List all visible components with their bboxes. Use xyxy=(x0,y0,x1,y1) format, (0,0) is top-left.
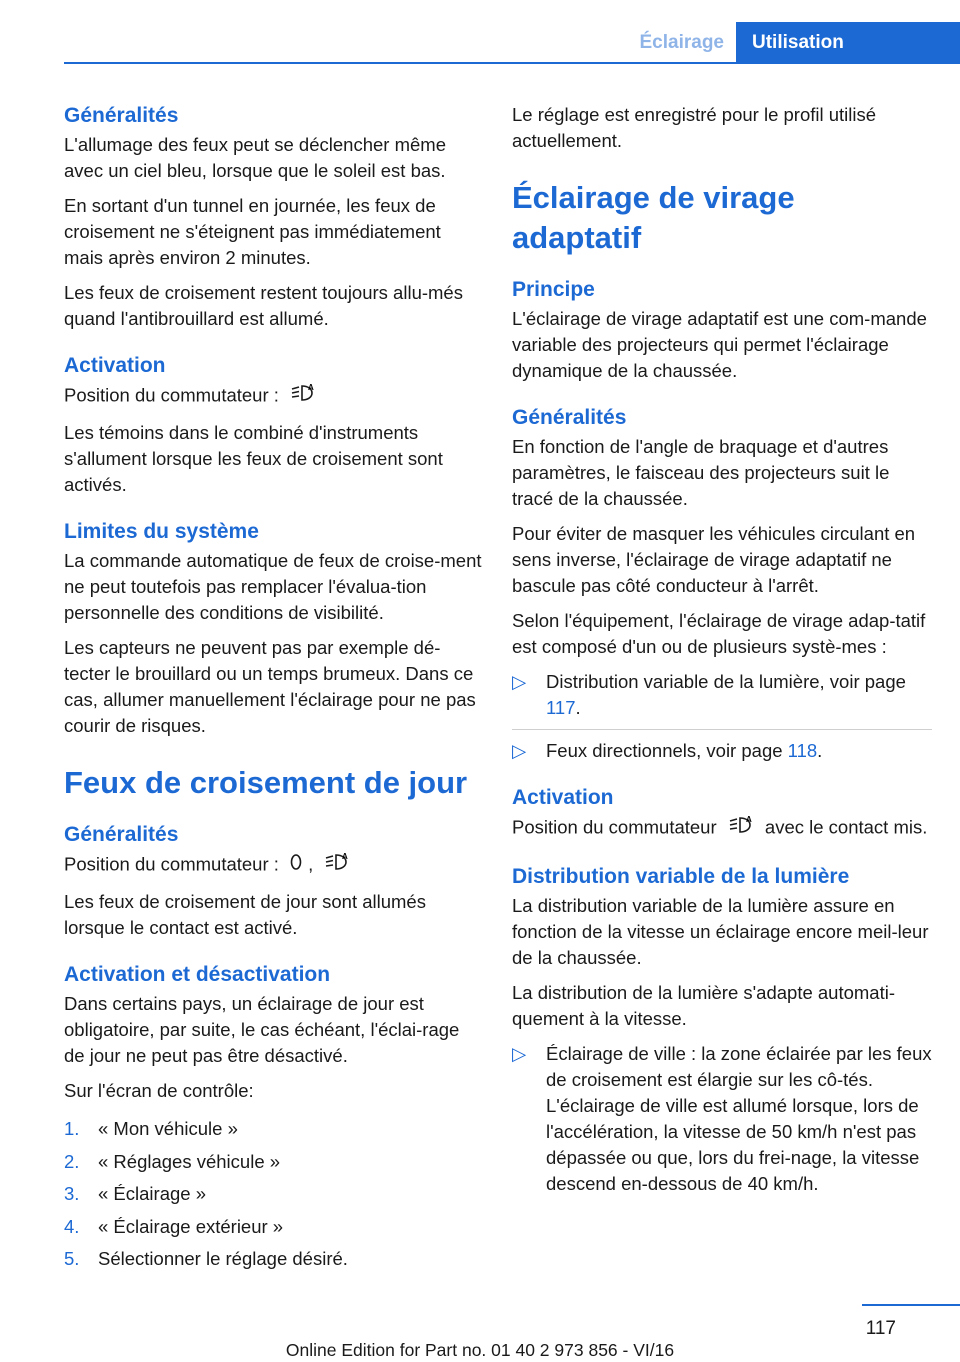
paragraph: Les feux de croisement de jour sont allumés lorsque le contact est activé. xyxy=(64,891,426,938)
header-tab: Utilisation xyxy=(736,22,960,62)
heading-generalites: Généralités xyxy=(512,406,627,429)
bullet-text: Distribution variable de la lumière, voir page xyxy=(546,671,906,692)
paragraph: Selon l'équipement, l'éclairage de virage adap‐tatif est composé d'un ou de plusieurs systè‐mes : xyxy=(512,610,926,657)
systems-list xyxy=(512,669,932,764)
paragraph xyxy=(64,851,482,880)
page-number: 117 xyxy=(865,1318,896,1339)
section-activation-desactivation xyxy=(64,961,482,1276)
step-number: 5. xyxy=(64,1248,80,1269)
heading-limites: Limites du système xyxy=(64,520,259,543)
paragraph: L'allumage des feux peut se déclencher même avec un ciel bleu, lorsque que le soleil est bas. xyxy=(64,134,446,181)
step-number: 3. xyxy=(64,1183,80,1204)
step-text: Sélectionner le réglage désiré. xyxy=(98,1248,348,1269)
list-item xyxy=(64,1113,482,1146)
header-section: Éclairage xyxy=(639,32,724,53)
paragraph: Pour éviter de masquer les véhicules circulant en sens inverse, l'éclairage de virage adaptatif ne bascule pas côté conducteur à l'arrêt. xyxy=(512,523,916,596)
heading-activation: Activation xyxy=(512,786,614,809)
bullet-marker-icon: ▷ xyxy=(512,740,527,761)
steps-list xyxy=(64,1113,482,1276)
section-feux-jour-generalites xyxy=(64,821,482,941)
step-number: 2. xyxy=(64,1150,80,1172)
step-text: « Éclairage » xyxy=(98,1183,206,1204)
section-generalites xyxy=(512,404,932,764)
step-number: 1. xyxy=(64,1118,80,1139)
paragraph xyxy=(512,814,932,843)
auto-headlight-icon xyxy=(726,814,756,843)
list-item xyxy=(512,669,932,721)
auto-headlight-icon xyxy=(322,851,352,880)
bullet-text: Feux directionnels, voir page xyxy=(546,740,783,761)
list-item xyxy=(64,1211,482,1244)
punctuation: . xyxy=(575,697,581,718)
paragraph: Dans certains pays, un éclairage de jour est obligatoire, par suite, le cas échéant, l'éclai‐rage de jour ne peut pas être désactivé. xyxy=(64,993,460,1066)
distribution-list xyxy=(512,1041,932,1197)
heading-generalites: Généralités xyxy=(64,823,179,846)
bullet-marker-icon: ▷ xyxy=(512,671,527,692)
step-text: « Réglages véhicule » xyxy=(98,1150,281,1172)
switch-position-text: avec le contact mis. xyxy=(764,816,928,838)
paragraph: En sortant d'un tunnel en journée, les feux de croisement ne s'éteignent pas immédiatement mais après environ 2 minutes. xyxy=(64,195,441,268)
left-column xyxy=(64,102,482,1276)
section-principe xyxy=(512,276,932,384)
footer-rule xyxy=(862,1304,960,1306)
paragraph: En fonction de l'angle de braquage et d'autres paramètres, le faisceau des projecteurs suit le tracé de la chaussée. xyxy=(512,436,890,509)
step-text: « Éclairage extérieur » xyxy=(98,1215,284,1237)
heading-distribution: Distribution variable de la lumière xyxy=(512,865,850,888)
section-limites xyxy=(64,518,482,739)
paragraph xyxy=(64,382,482,411)
step-number: 4. xyxy=(64,1215,80,1237)
edition-text: Online Edition for Part no. 01 40 2 973 856 - VI/16 xyxy=(285,1340,675,1360)
paragraph: Les capteurs ne peuvent pas par exemple dé‐tecter le brouillard ou un temps brumeux. Dans ce cas, allumer manuellement l'éclairage pour ne pas courir de risques. xyxy=(64,637,476,736)
list-divider xyxy=(512,729,932,730)
section-distribution xyxy=(512,863,932,1197)
right-column xyxy=(512,102,932,1204)
header-rule xyxy=(64,62,960,64)
switch-zero-icon xyxy=(288,851,304,880)
switch-position-text: Position du commutateur : xyxy=(64,384,279,406)
switch-position-text: Position du commutateur : xyxy=(64,853,279,875)
list-item xyxy=(512,738,932,764)
separator: , xyxy=(308,853,314,875)
heading-activation: Activation xyxy=(64,354,166,377)
bullet-marker-icon: ▷ xyxy=(512,1043,527,1064)
section-activation xyxy=(64,352,482,498)
heading-eclairage-virage: Éclairage de virage adaptatif xyxy=(512,180,795,255)
heading-feux-croisement-jour: Feux de croisement de jour xyxy=(64,765,468,800)
list-item xyxy=(64,1243,482,1276)
heading-generalites: Généralités xyxy=(64,104,179,127)
heading-principe: Principe xyxy=(512,278,595,301)
paragraph: Les témoins dans le combiné d'instruments s'allument lorsque les feux de croisement sont activés. xyxy=(64,422,443,495)
page-link[interactable]: 117 xyxy=(546,697,576,718)
list-item xyxy=(512,1041,932,1197)
svg-text:A: A xyxy=(745,815,752,824)
paragraph: La distribution de la lumière s'adapte automati‐quement à la vitesse. xyxy=(512,982,895,1029)
paragraph: L'éclairage de virage adaptatif est une com‐mande variable des projecteurs qui permet l'éclairage dynamique de la chaussée. xyxy=(512,308,927,381)
step-text: « Mon véhicule » xyxy=(98,1118,238,1139)
list-item xyxy=(64,1146,482,1179)
page-link[interactable]: 118 xyxy=(787,740,818,761)
paragraph: La distribution variable de la lumière assure en fonction de la vitesse un éclairage encore meil‐leur de la chaussée. xyxy=(512,895,929,968)
paragraph: La commande automatique de feux de croise‐ment ne peut toutefois pas remplacer l'évalua‐tion personnelle des conditions de visibilité. xyxy=(64,550,482,623)
switch-position-text: Position du commutateur xyxy=(512,816,717,838)
section-generalites xyxy=(64,102,482,332)
list-item xyxy=(64,1178,482,1211)
paragraph: Les feux de croisement restent toujours allu‐més quand l'antibrouillard est allumé. xyxy=(64,282,463,329)
punctuation: . xyxy=(817,740,823,761)
heading-activation-desactivation: Activation et désactivation xyxy=(64,963,331,986)
svg-text:A: A xyxy=(308,383,314,392)
paragraph: Sur l'écran de contrôle: xyxy=(64,1080,254,1101)
section-activation xyxy=(512,784,932,843)
bullet-text: Éclairage de ville : la zone éclairée par les feux de croisement est élargie sur les cô‐tés. L'éclairage de ville est allumé lorsque, lors de l'accélération, la vitesse de 50 km/h n'est pas dépassée ou que, lors du frei‐nage, la vitesse descend en-dessous de 40 km/h. xyxy=(546,1043,932,1194)
paragraph: Le réglage est enregistré pour le profil utilisé actuellement. xyxy=(512,104,877,151)
svg-text:A: A xyxy=(342,852,349,861)
auto-headlight-icon xyxy=(288,382,318,411)
